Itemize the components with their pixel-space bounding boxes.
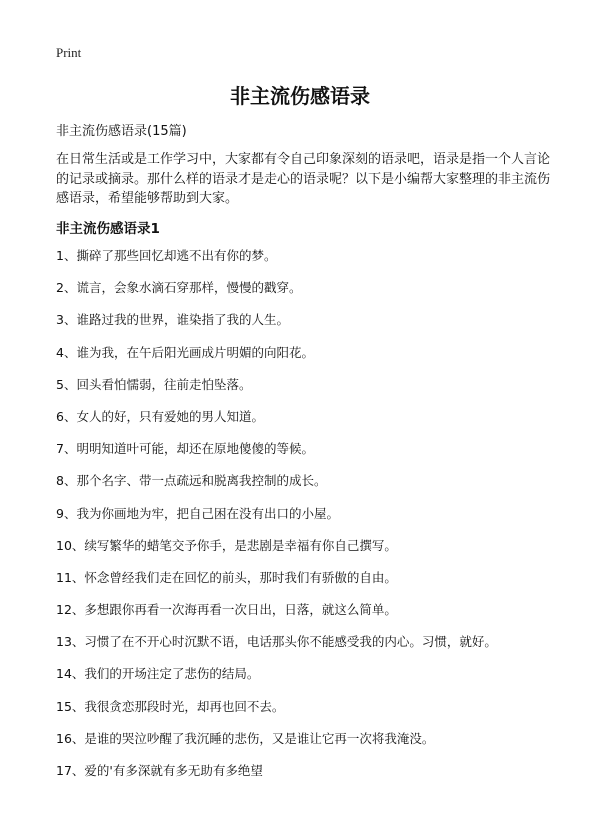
list-item: 8、那个名字、带一点疏远和脱离我控制的成长。: [56, 473, 327, 489]
list-item: 5、回头看怕懦弱，往前走怕坠落。: [56, 376, 252, 392]
list-item: 16、是谁的哭泣吵醒了我沉睡的悲伤，又是谁让它再一次将我淹没。: [56, 730, 435, 746]
section-heading: 非主流伤感语录1: [56, 221, 160, 237]
list-item: 15、我很贪恋那段时光，却再也回不去。: [56, 698, 285, 714]
list-item: 11、怀念曾经我们走在回忆的前头，那时我们有骄傲的自由。: [56, 569, 397, 585]
list-item: 10、续写繁华的蜡笔交予你手，是悲剧是幸福有你自己撰写。: [56, 537, 397, 553]
list-item: 13、习惯了在不开心时沉默不语，电话那头你不能感受我的内心。习惯，就好。: [56, 634, 497, 650]
list-item: 12、多想跟你再看一次海再看一次日出，日落，就这么简单。: [56, 602, 397, 618]
list-item: 6、女人的好，只有爱她的男人知道。: [56, 408, 264, 424]
list-item: 9、我为你画地为牢，把自己困在没有出口的小屋。: [56, 505, 339, 521]
list-item: 3、谁路过我的世界，谁染指了我的人生。: [56, 312, 289, 328]
list-item: 14、我们的开场注定了悲伤的结局。: [56, 666, 260, 682]
page-title: 非主流伤感语录: [230, 84, 370, 108]
intro-paragraph: 在日常生活或是工作学习中，大家都有令自己印象深刻的语录吧，语录是指一个人言论的记录或摘录。那什么样的语录才是走心的语录呢？以下是小编帮大家整理的非主流伤感语录，希望能够帮助到大家。: [56, 152, 551, 206]
document-subtitle: 非主流伤感语录(15篇): [56, 124, 187, 139]
list-item: 17、爱的'有多深就有多无助有多绝望: [56, 763, 263, 778]
quote-list: [56, 247, 566, 794]
list-item: 2、谎言，会象水滴石穿那样，慢慢的戳穿。: [56, 280, 302, 296]
list-item: 7、明明知道叶可能，却还在原地傻傻的等候。: [56, 441, 314, 457]
list-item: 4、谁为我，在午后阳光画成片明媚的向阳花。: [56, 344, 314, 360]
print-link[interactable]: Print: [56, 45, 82, 60]
list-item: 1、撕碎了那些回忆却逃不出有你的梦。: [56, 248, 277, 263]
